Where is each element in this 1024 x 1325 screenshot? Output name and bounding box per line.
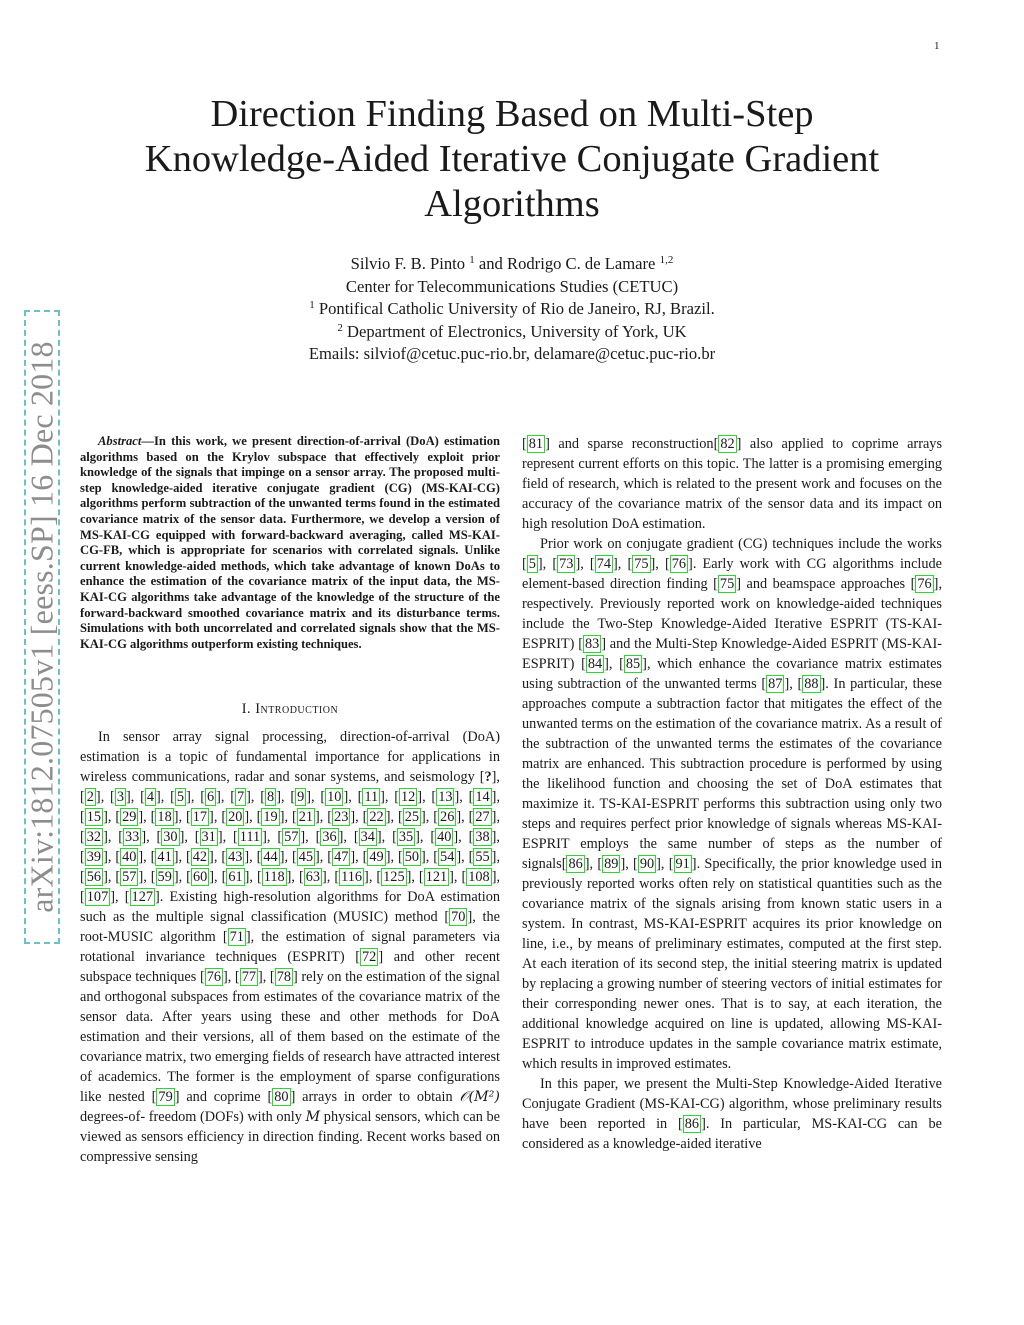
math-m: M: [305, 1109, 321, 1126]
citation-link[interactable]: 9: [297, 789, 305, 806]
citation-link[interactable]: 25: [404, 809, 420, 826]
author-2: Rodrigo C. de Lamare: [507, 254, 656, 273]
author-block: [200, 253, 824, 366]
citation-link[interactable]: 76: [671, 556, 687, 572]
citation-link[interactable]: 44: [263, 849, 278, 866]
citation-link[interactable]: 45: [298, 849, 314, 866]
citation-link[interactable]: 54: [440, 849, 455, 866]
citation-link[interactable]: 75: [719, 576, 735, 592]
text-span: ],: [491, 769, 500, 786]
citation-link[interactable]: 35: [398, 829, 414, 846]
citation-link[interactable]: 38: [475, 829, 490, 846]
citation-link[interactable]: 43: [228, 849, 243, 866]
citation-link[interactable]: 12: [401, 789, 416, 806]
citation-link[interactable]: 90: [639, 856, 655, 872]
citation-link[interactable]: 88: [804, 676, 819, 692]
text-span: Prior work on conjugate gradient (CG) techniques include the works: [540, 536, 942, 552]
title-line-2: Knowledge-Aided Iterative Conjugate Gradient: [144, 138, 880, 180]
intro-paragraph-1: In sensor array signal processing, direction-of-arrival (DoA) estimation is a topic of fundamental importance for applications in wireless communications, radar and sonar systems, and seismology [?], [ 2 ], [ 3 ], [ 4 ], [ 5 ], [ 6 ], [ 7 ], [ 8 ], [ 9 ], [ 10 ], [ 11 ], [ 12 ], [ 13 ], [ 14 ], [ 15 ], [ 29 ], [ 18 ], [ 17 ], [ 20 ], [ 19 ], [ 21 ], [ 23 ], [ 22 ], [ 25 ], [ 26 ], [ 27 ], [ 32 ], [ 33 ], [ 30 ], [ 31 ], [ 111 ], [ 57 ], [ 36 ], [ 34 ], [ 35 ], [ 40 ], [ 38 ], [ 39 ], [ 40 ], [ 41 ], [ 42 ], [ 43 ], [ 44 ], [ 45 ], [ 47 ], [ 49 ], [ 50 ], [ 54 ], [ 55 ], [ 56 ], [ 57 ], [ 59 ], [ 60 ], [ 61 ], [ 118 ], [ 63 ], [ 116 ], [ 125 ], [ 121 ], [ 108 ], [ 107 ], [ 127 ]. Existing high-resolution algorithms for DoA estimation such as the multiple signal classification (MUSIC) method [ 70 ], the root-MUSIC algorithm [ 71 ], the estimation of signal parameters via rotational invariance techniques (ESPRIT) [ 72 ] and other recent subspace techniques [ 76 ], [ 77 ], [ 78 ] rely on the estimation of the signal and orthogonal subspaces from estimates of the covariance matrix of the sensor data. After years using these and other methods for DoA estimation and their versions, all of them based on the estimate of the covariance matrix, two emerging fields of research have attracted interest of academics. The former is the employment of sparse configurations like nested [ 79 ] and coprime [ 80 ] arrays in order to obtain 𝒪(M²) degrees-of- freedom (DOFs) with only M physical sensors, which can be viewed as sensors efficiency in direction finding. Recent works based on compressive sensing: [80, 729, 501, 1166]
citation-link[interactable]: 73: [559, 556, 574, 572]
citation-link[interactable]: 14: [475, 789, 490, 806]
citation-link[interactable]: 89: [604, 856, 619, 872]
citation-link[interactable]: 32: [86, 829, 102, 846]
author-1: Silvio F. B. Pinto: [350, 254, 466, 273]
citation-link[interactable]: 82: [720, 436, 735, 452]
citation-link[interactable]: 91: [675, 856, 690, 872]
text-span: and coprime: [179, 1089, 268, 1106]
citation-link[interactable]: 20: [228, 809, 243, 826]
citation-link[interactable]: 42: [192, 849, 208, 866]
citation-link[interactable]: 26: [440, 809, 455, 826]
paper-title: [100, 92, 924, 227]
affil-1-line: [200, 298, 824, 321]
citation-link[interactable]: 59: [157, 869, 172, 886]
citation-link[interactable]: 3: [116, 789, 124, 806]
citation-link[interactable]: 111: [239, 829, 261, 846]
citation-link[interactable]: 108: [468, 869, 490, 886]
citation-link[interactable]: 41: [157, 849, 172, 866]
title-line-3: Algorithms: [424, 183, 600, 225]
right-column: [522, 434, 942, 1154]
text-span: and beamspace approaches: [740, 576, 911, 592]
text-span: and sparse reconstruction: [549, 436, 714, 452]
citation-link[interactable]: 87: [768, 676, 783, 692]
text-span: , respectively. Previously reported work on knowledge-aided techniques include the Two-Step Knowledge-Aided Iterative ESPRIT (TS-KAI-ESPRIT): [522, 576, 943, 652]
citation-link[interactable]: 116: [341, 869, 363, 886]
citation-link[interactable]: 72: [362, 949, 377, 966]
text-span: . In particular, MS-KAI-CG can be considered as a knowledge-aided iterative: [522, 1116, 942, 1152]
section-heading: [80, 699, 500, 719]
citation-link[interactable]: 80: [274, 1089, 289, 1106]
text-span: and the Multi-Step Knowledge-Aided ESPRIT (MS-KAI-ESPRIT): [522, 636, 942, 672]
affil-2-line: [200, 321, 824, 344]
citation-link[interactable]: 86: [568, 856, 583, 872]
citation-link[interactable]: 27: [475, 809, 490, 826]
text-span: . Specifically, the prior knowledge used in previously reported works often rely on statistical quantities such as the covariance matrix of the signals arising from known static users in a system. In contrast, MS-KAI-ESPRIT acquires its prior knowledge on line, i.e., by means of preliminary estimates, computed at the first step. At each iteration of its second step, the initial steering matrix is updated by replacing a growing number of steering vectors of initial estimates for their corresponding newer ones. That is to say, at each iteration, the additional knowledge acquired on line is updated, allowing MS-KAI-ESPRIT to introduce updates in the sample covariance matrix estimate, which results in improved estimates.: [522, 856, 943, 1072]
citation-link[interactable]: 85: [625, 656, 641, 672]
text-span: In this paper, we present the Multi-Step Knowledge-Aided Iterative Conjugate Gradient (MS-KAI-CG) algorithm, whose preliminary results have been reported in: [522, 1076, 942, 1132]
citation-link[interactable]: 127: [131, 889, 153, 906]
citation-link[interactable]: 55: [475, 849, 490, 866]
math-big-o: 𝒪: [459, 1089, 469, 1106]
citation-link[interactable]: 77: [241, 969, 256, 986]
unknown-ref: ?: [484, 769, 492, 786]
arxiv-stamp-text: arXiv:1812.07505v1 [eess.SP] 16 Dec 2018: [23, 341, 60, 913]
text-span: . Early work with CG algorithms include element-based direction finding: [522, 556, 943, 592]
emails: Emails: silviof@cetuc.puc-rio.br, delamare@cetuc.puc-rio.br: [308, 344, 716, 363]
text-span: . Existing high-resolution algorithms for DoA estimation such as the multiple signal classification (MUSIC) method: [80, 889, 500, 926]
citation-link[interactable]: 71: [229, 929, 244, 946]
citation-link[interactable]: 49: [369, 849, 384, 866]
citation-link[interactable]: 23: [334, 809, 349, 826]
affil-1-sup: 1: [309, 299, 315, 311]
citation-link[interactable]: 5: [176, 789, 185, 806]
citation-link[interactable]: 40: [437, 829, 452, 846]
citation-link[interactable]: 39: [86, 849, 102, 866]
text-span: degrees-of- freedom (DOFs) with only: [80, 1109, 306, 1126]
citation-link[interactable]: 40: [122, 849, 137, 866]
citation-link[interactable]: 17: [192, 809, 208, 826]
citation-link[interactable]: 75: [634, 556, 649, 572]
citation-link[interactable]: 61: [228, 869, 243, 886]
citation-link[interactable]: 70: [451, 909, 466, 926]
citation-link[interactable]: 5: [528, 556, 536, 572]
text-span: and other recent subspace techniques: [80, 949, 500, 986]
citation-link[interactable]: 13: [438, 789, 453, 806]
citation-link[interactable]: 121: [425, 869, 448, 886]
text-span: arrays in order to obtain: [295, 1089, 460, 1106]
text-span: physical sensors, which can be viewed as sensors efficiency in direction finding. Recent works based on compressive sensing: [80, 1109, 500, 1166]
citation-link[interactable]: 4: [146, 789, 155, 806]
left-column: [80, 434, 500, 1167]
math-m-squared: (M²): [468, 1089, 500, 1106]
citation-link[interactable]: 86: [684, 1116, 700, 1132]
right-paragraph-1: [ 81 ] and sparse reconstruction[ 82 ] also applied to coprime arrays represent current efforts on this topic. The latter is a promising emerging field of research, which is related to the present work and focuses on the accuracy of the covariance matrix of the sensor data and its impact on high resolution DoA estimation.: [522, 436, 943, 532]
text-span: . In particular, these approaches compute a subtraction factor that mitigates the effect of the unwanted terms on the estimation of the covariance matrix. As a result of the subtraction of the unwanted terms the estimates of the covariance matrix are enhanced. This subtraction procedure is performed by using the likelihood function and choosing the set of DoA estimates that maximize it. TS-KAI-ESPRIT performs this subtraction using only two steps and requires perfect prior knowledge of signals whereas MS-KAI-ESPRIT employs the same number of steps as the number of signals: [522, 676, 942, 872]
citation-link[interactable]: 36: [322, 829, 337, 846]
right-paragraph-3: In this paper, we present the Multi-Step Knowledge-Aided Iterative Conjugate Gradient (MS-KAI-CG) algorithm, whose preliminary results have been reported in [ 86 ]. In particular, MS-KAI-CG can be considered as a knowledge-aided iterative: [522, 1076, 942, 1152]
abstract: [80, 434, 500, 652]
citation-link[interactable]: 74: [596, 556, 611, 572]
citation-link[interactable]: 19: [263, 809, 278, 826]
citation-link[interactable]: 47: [334, 849, 349, 866]
citation-link[interactable]: 22: [369, 809, 384, 826]
abstract-text: —In this work, we present direction-of-arrival (DoA) estimation algorithms based on the Krylov subspace that effectively exploit prior knowledge of the signals that impinge on a sensor array. The proposed multi-step knowledge-aided iterative conjugate gradient (CG) (MS-KAI-CG) algorithms perform subtraction of the unwanted terms found in the estimated covariance matrix of the sensor data. Furthermore, we develop a version of MS-KAI-CG equipped with forward-backward averaging, called MS-KAI-CG-FB, which is appropriate for scenarios with correlated signals. Unlike current knowledge-aided methods, which take advantage of known DoAs to enhance the estimation of the covariance matrix of the input data, the MS-KAI-CG algorithms take advantage of the knowledge of the structure of the forward-backward smoothed covariance matrix and its disturbance terms. Simulations with both uncorrelated and correlated signals show that the MS-KAI-CG algorithms outperform existing techniques.: [80, 434, 500, 651]
title-line-1: Direction Finding Based on Multi-Step: [210, 93, 814, 135]
citation-link[interactable]: 118: [263, 869, 285, 886]
citation-link[interactable]: 18: [157, 809, 172, 826]
citation-link[interactable]: 34: [360, 829, 375, 846]
right-paragraph-2: Prior work on conjugate gradient (CG) techniques include the works [ 5 ], [ 73 ], [ 74 ], [ 75 ], [ 76 ]. Early work with CG algorithms include element-based direction finding [ 75 ] and beamspace approaches [ 76 ], respectively. Previously reported work on knowledge-aided techniques include the Two-Step Knowledge-Aided Iterative ESPRIT (TS-KAI-ESPRIT) [ 83 ] and the Multi-Step Knowledge-Aided ESPRIT (MS-KAI-ESPRIT) [ 84 ], [ 85 ], which enhance the covariance matrix estimates using subtraction of the unwanted terms [ 87 ], [ 88 ]. In particular, these approaches compute a subtraction factor that mitigates the effect of the unwanted terms on the estimation of the covariance matrix. As a result of the subtraction of the unwanted terms the estimates of the covariance matrix are enhanced. This subtraction procedure is performed by using the likelihood function and choosing the set of DoA estimates that maximize it. TS-KAI-ESPRIT performs this subtraction using only two steps and requires perfect prior knowledge of signals whereas MS-KAI-ESPRIT employs the same number of steps as the number of signals[ 86 ], [ 89 ], [ 90 ], [ 91 ]. Specifically, the prior knowledge used in previously reported works often rely on statistical quantities such as the covariance matrix of the signals arising from known static users in a system. In contrast, MS-KAI-ESPRIT acquires its prior knowledge on line, i.e., by means of preliminary estimates, computed at the first step. At each iteration of its second step, the initial steering matrix is updated by replacing a growing number of steering vectors of initial estimates for their corresponding newer ones. That is to say, at each iteration, the additional knowledge acquired on line is updated, allowing MS-KAI-ESPRIT to introduce updates in the sample covariance matrix estimate, which results in improved estimates.: [522, 536, 943, 1072]
citation-link[interactable]: 31: [201, 829, 216, 846]
citation-link[interactable]: 2: [86, 789, 94, 806]
citation-link[interactable]: 10: [327, 789, 342, 806]
section-title: Introduction: [255, 701, 339, 718]
page-number: 1: [934, 40, 940, 52]
citation-link[interactable]: 79: [158, 1089, 173, 1106]
citation-link[interactable]: 8: [267, 789, 275, 806]
arxiv-stamp[interactable]: [24, 310, 60, 944]
citation-link[interactable]: 76: [206, 969, 221, 986]
text-span: , the estimation of signal parameters via rotational invariance techniques (ESPRIT): [80, 929, 500, 966]
citation-link[interactable]: 11: [364, 789, 379, 806]
citation-link[interactable]: 15: [86, 809, 102, 826]
citation-link[interactable]: 81: [528, 436, 544, 452]
author-2-sup: 1,2: [659, 254, 674, 266]
citation-link[interactable]: 125: [383, 869, 405, 886]
citation-link[interactable]: 60: [192, 869, 208, 886]
abstract-label: Abstract: [98, 434, 142, 448]
citation-link[interactable]: 7: [237, 789, 245, 806]
citation-link[interactable]: 83: [584, 636, 600, 652]
citation-link[interactable]: 6: [206, 789, 215, 806]
text-span: rely on the estimation of the signal and orthogonal subspaces from estimates of the covariance matrix of the sensor data. After years using these and other methods for DoA estimation and their versions, all of them based on the estimate of the covariance matrix, two emerging fields of research have attracted interest of academics. The former is the employment of sparse configurations like nested: [80, 969, 501, 1106]
affil-1: Pontifical Catholic University of Rio de Janeiro, RJ, Brazil.: [318, 299, 715, 318]
section-number: I.: [241, 701, 252, 718]
author-1-sup: 1: [469, 254, 475, 266]
citation-link[interactable]: 107: [86, 889, 109, 906]
citation-link[interactable]: 30: [163, 829, 178, 846]
citation-link[interactable]: 33: [125, 829, 140, 846]
citation-link[interactable]: 21: [298, 809, 314, 826]
text-span: , which enhance the covariance matrix estimates using subtraction of the unwanted terms: [522, 656, 942, 692]
citation-link[interactable]: 50: [404, 849, 420, 866]
citation-link[interactable]: 76: [917, 576, 932, 592]
and-word: and: [478, 254, 503, 273]
citation-link[interactable]: 84: [587, 656, 603, 672]
text-span: , the root-MUSIC algorithm: [80, 909, 500, 946]
affil-2-sup: 2: [337, 321, 343, 334]
citation-link[interactable]: 57: [122, 869, 137, 886]
text-span: In sensor array signal processing, direction-of-arrival (DoA) estimation is a topic of fundamental importance for applications in wireless communications, radar and sonar systems, and seismology [: [80, 729, 500, 786]
text-span: also applied to coprime arrays represent current efforts on this topic. The latter is a promising emerging field of research, which is related to the present work and focuses on the accuracy of the covariance matrix of the sensor data and its impact on high resolution DoA estimation.: [522, 436, 943, 532]
citation-link[interactable]: 78: [276, 969, 291, 986]
citation-link[interactable]: 57: [284, 829, 299, 846]
affil-center: Center for Telecommunications Studies (CETUC): [345, 276, 679, 296]
citation-link[interactable]: 56: [86, 869, 102, 886]
citation-link[interactable]: 63: [305, 869, 321, 886]
affil-2: Department of Electronics, University of York, UK: [347, 321, 687, 341]
reference-list: [ 2 ], [ 3 ], [ 4 ], [ 5 ], [ 6 ], [ 7 ], [ 8 ], [ 9 ], [ 10 ], [ 11 ], [ 12 ], [ 13 ], [ 14 ], [ 15 ], [ 29 ], [ 18 ], [ 17 ], [ 20 ], [ 19 ], [ 21 ], [ 23 ], [ 22 ], [ 25 ], [ 26 ], [ 27 ], [ 32 ], [ 33 ], [ 30 ], [ 31 ], [ 111 ], [ 57 ], [ 36 ], [ 34 ], [ 35 ], [ 40 ], [ 38 ], [ 39 ], [ 40 ], [ 41 ], [ 42 ], [ 43 ], [ 44 ], [ 45 ], [ 47 ], [ 49 ], [ 50 ], [ 54 ], [ 55 ], [ 56 ], [ 57 ], [ 59 ], [ 60 ], [ 61 ], [ 118 ], [ 63 ], [ 116 ], [ 125 ], [ 121 ], [ 108 ], [ 107 ], [ 127 ]: [80, 789, 501, 906]
citation-link[interactable]: 29: [122, 809, 137, 826]
author-names: [200, 253, 824, 276]
